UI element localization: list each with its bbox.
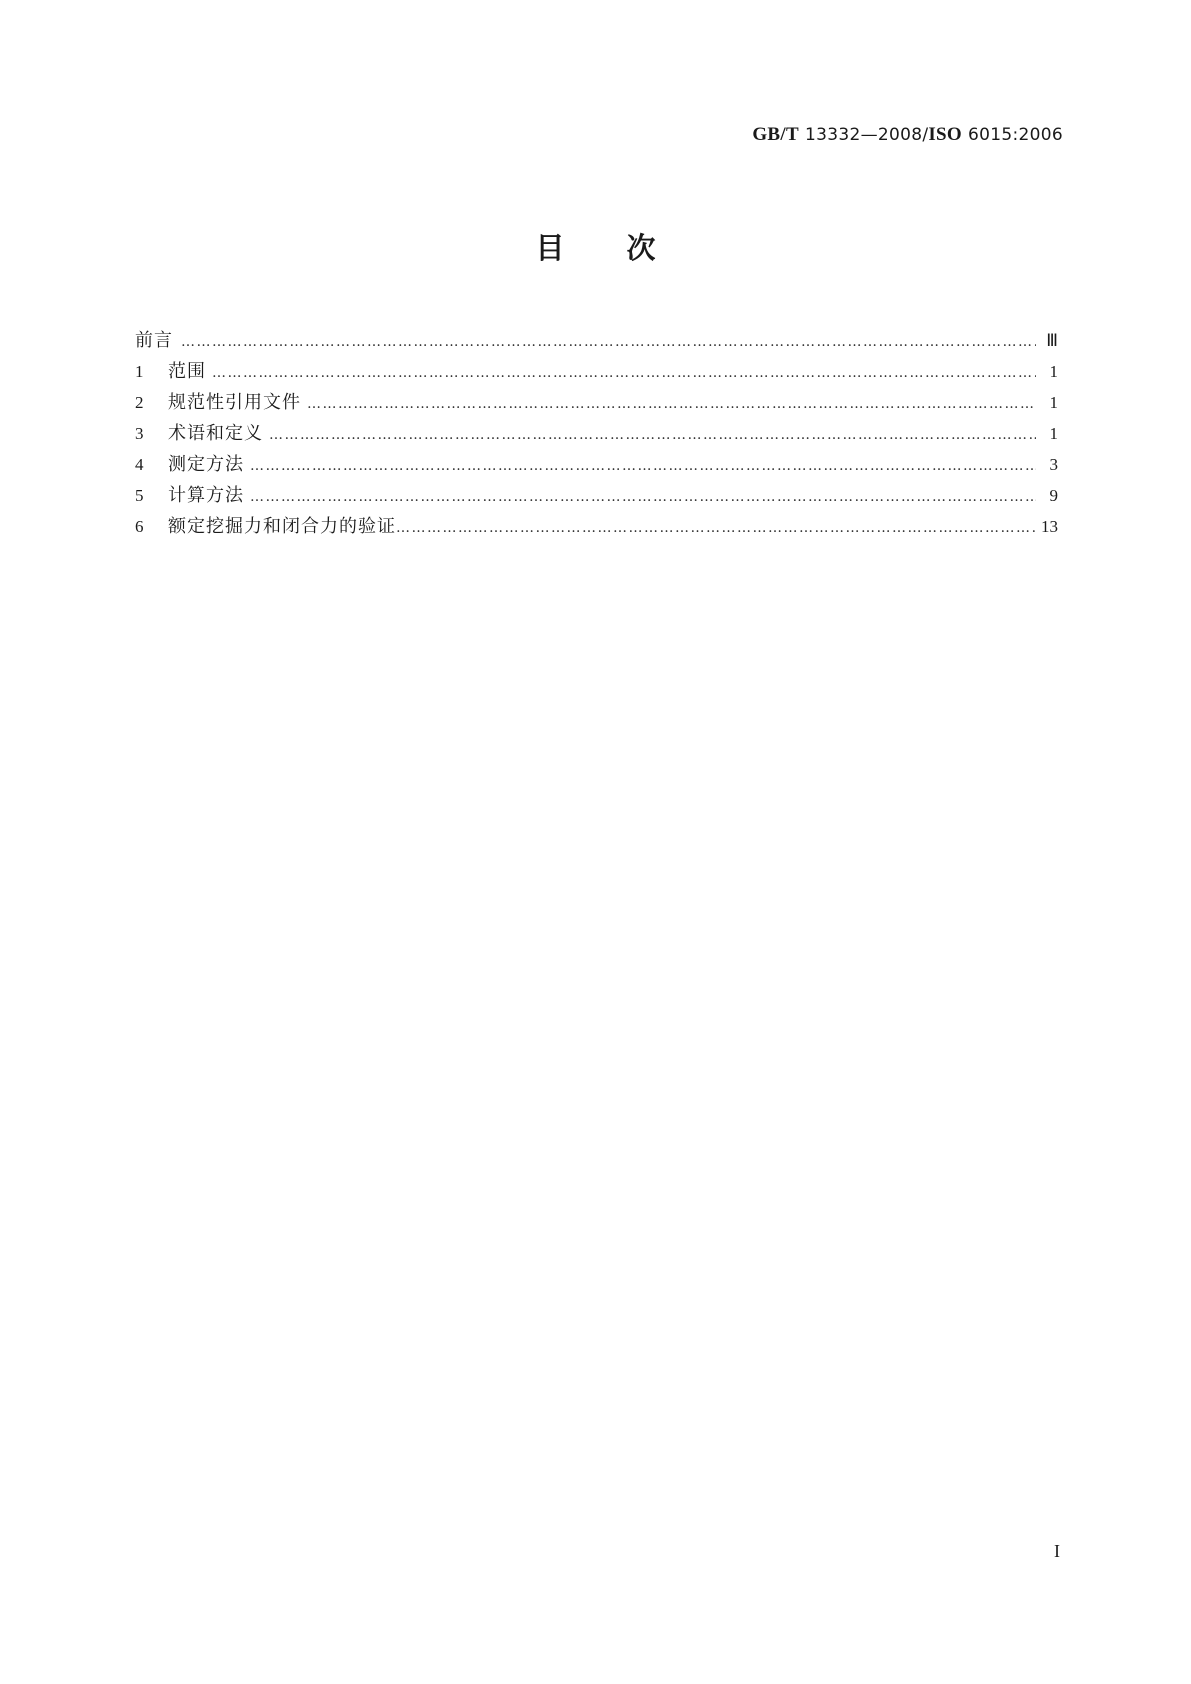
standard-code: 13332—2008/ — [804, 125, 929, 145]
toc-entry-label: 术语和定义 — [168, 423, 263, 444]
toc-entry-page: 1 — [1049, 424, 1058, 443]
document-header — [752, 124, 1063, 146]
toc-entry-1[interactable] — [135, 357, 1058, 388]
toc-entry-label: 测定方法 — [168, 454, 244, 475]
toc-entry-page: 3 — [1049, 455, 1058, 474]
toc-entry-page: 9 — [1049, 486, 1058, 505]
toc-leader-dots — [396, 520, 1035, 536]
toc-leader-dots — [250, 489, 1036, 505]
toc-entry-number: 2 — [135, 393, 144, 412]
toc-entry-label: 规范性引用文件 — [168, 392, 301, 413]
toc-entry-label: 额定挖掘力和闭合力的验证 — [168, 516, 396, 537]
toc-entry-page: 1 — [1049, 393, 1058, 412]
toc-entry-number: 3 — [135, 424, 144, 443]
toc-entry-5[interactable] — [135, 481, 1058, 512]
toc-entry-foreword[interactable] — [135, 326, 1058, 357]
toc-entry-3[interactable] — [135, 419, 1058, 450]
toc-entry-number: 1 — [135, 362, 144, 381]
table-of-contents — [135, 326, 1058, 543]
toc-leader-dots — [269, 427, 1036, 443]
toc-entry-label: 前言 — [135, 330, 173, 351]
toc-leader-dots — [250, 458, 1036, 474]
toc-entry-number: 4 — [135, 455, 144, 474]
toc-entry-4[interactable] — [135, 450, 1058, 481]
page-title: 目次 — [535, 231, 718, 265]
toc-entry-6[interactable] — [135, 512, 1058, 543]
iso-prefix: ISO — [928, 124, 962, 145]
toc-leader-dots — [181, 334, 1036, 350]
toc-entry-number: 6 — [135, 517, 144, 536]
toc-entry-label: 计算方法 — [168, 485, 244, 506]
toc-leader-dots — [307, 396, 1036, 412]
toc-entry-2[interactable] — [135, 388, 1058, 419]
toc-entry-page: Ⅲ — [1046, 331, 1058, 350]
standard-prefix: GB/T — [752, 124, 799, 145]
toc-entry-label: 范围 — [168, 361, 206, 382]
iso-code: 6015:2006 — [968, 125, 1063, 145]
toc-entry-page: 13 — [1041, 517, 1058, 536]
page-number: I — [1054, 1541, 1060, 1561]
toc-leader-dots — [212, 365, 1036, 381]
toc-entry-number: 5 — [135, 486, 144, 505]
toc-entry-page: 1 — [1049, 362, 1058, 381]
